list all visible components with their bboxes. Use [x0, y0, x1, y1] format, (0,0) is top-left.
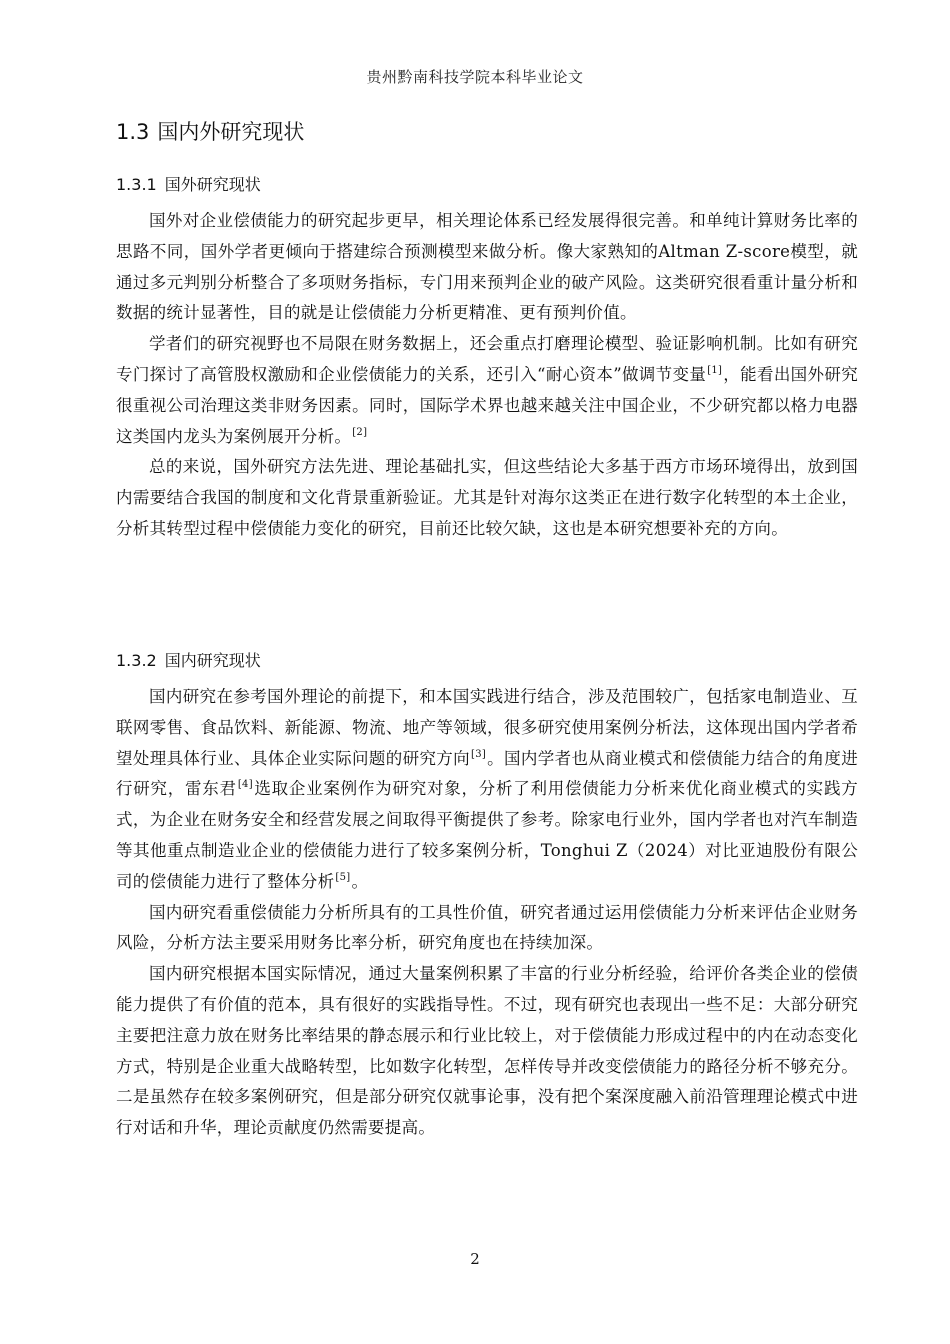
paragraph-text: 选取企业案例作为研究对象，分析了利用偿债能力分析来优化商业模式的实践方式，为企业在财务安全和经营发展之间取得平衡提供了参考。除家电行业外，国内学者也对汽车制造等其他重点制造业企业的偿债能力进行了较多案例分析，Tonghui Z（2024）对比亚迪股份有限公司的偿债能力进行了整体分析	[116, 779, 858, 891]
paragraph-text: 。国内学者也从商业模式和偿债能力结合的角度进行研究，雷东君	[116, 748, 858, 799]
domestic-research-body	[116, 682, 858, 1144]
running-header: 贵州黔南科技学院本科毕业论文	[366, 68, 584, 86]
citation-ref: [1]	[707, 364, 723, 376]
subsection-title-text: 国内研究现状	[164, 651, 261, 670]
section-number: 1.3	[116, 120, 150, 144]
paragraph-text: 国内研究在参考国外理论的前提下，和本国实践进行结合，涉及范围较广，包括家电制造业、互联网零售、食品饮料、新能源、物流、地产等领域，很多研究使用案例分析法，这体现出国内学者希望处理具体行业、具体企业实际问题的研究方向	[116, 687, 858, 768]
citation-ref: [3]	[471, 748, 487, 760]
paragraph-text: 学者们的研究视野也不局限在财务数据上，还会重点打磨理论模型、验证影响机制。比如有研究专门探讨了高管股权激励和企业偿债能力的关系，还引入“耐心资本”做调节变量	[116, 334, 858, 384]
citation-ref: [5]	[335, 871, 351, 883]
citation-ref: [2]	[352, 426, 368, 438]
paragraph	[116, 329, 858, 452]
paragraph	[116, 682, 858, 898]
paragraph-text: 国内研究根据本国实际情况，通过大量案例积累了丰富的行业分析经验，给评价各类企业的偿债能力提供了有价值的范本，具有很好的实践指导性。不过，现有研究也表现出一些不足：大部分研究主要把注意力放在财务比率结果的静态展示和行业比较上，对于偿债能力形成过程中的内在动态变化方式，特别是企业重大战略转型，比如数字化转型，怎样传导并改变偿债能力的路径分析不够充分。二是虽然存在较多案例研究，但是部分研究仅就事论事，没有把个案深度融入前沿管理理论模式中进行对话和升华，理论贡献度仍然需要提高。	[116, 964, 858, 1138]
subsection-heading-foreign	[116, 172, 261, 195]
page-number: 2	[470, 1250, 480, 1268]
subsection-number: 1.3.2	[116, 651, 157, 670]
paragraph	[116, 898, 858, 960]
subsection-heading-domestic	[116, 648, 261, 671]
paragraph-text: 国内研究看重偿债能力分析所具有的工具性价值，研究者通过运用偿债能力分析来评估企业财务风险，分析方法主要采用财务比率分析，研究角度也在持续加深。	[116, 902, 858, 953]
foreign-research-body	[116, 206, 858, 545]
paragraph	[116, 959, 858, 1144]
citation-ref: [4]	[237, 779, 253, 791]
paragraph-text: 总的来说，国外研究方法先进、理论基础扎实，但这些结论大多基于西方市场环境得出，放到国内需要结合我国的制度和文化背景重新验证。尤其是针对海尔这类正在进行数字化转型的本土企业，分析其转型过程中偿债能力变化的研究，目前还比较欠缺，这也是本研究想要补充的方向。	[116, 457, 858, 538]
subsection-number: 1.3.1	[116, 175, 157, 194]
paragraph-text: 。	[351, 871, 369, 891]
paragraph-text: 国外对企业偿债能力的研究起步更早，相关理论体系已经发展得很完善。和单纯计算财务比率的思路不同，国外学者更倾向于搭建综合预测模型来做分析。像大家熟知的Altman Z-score模型，就通过多元判别分析整合了多项财务指标，专门用来预判企业的破产风险。这类研究很看重计量分析和数据的统计显著性，目的就是让偿债能力分析更精准、更有预判价值。	[116, 211, 858, 323]
subsection-title-text: 国外研究现状	[164, 175, 261, 194]
section-title-text: 国内外研究现状	[157, 120, 305, 144]
section-heading	[116, 116, 304, 146]
paragraph	[116, 452, 858, 544]
paragraph	[116, 206, 858, 329]
paragraph-text: ，能看出国外研究很重视公司治理这类非财务因素。同时，国际学术界也越来越关注中国企业，不少研究都以格力电器这类国内龙头为案例展开分析。	[116, 364, 859, 446]
